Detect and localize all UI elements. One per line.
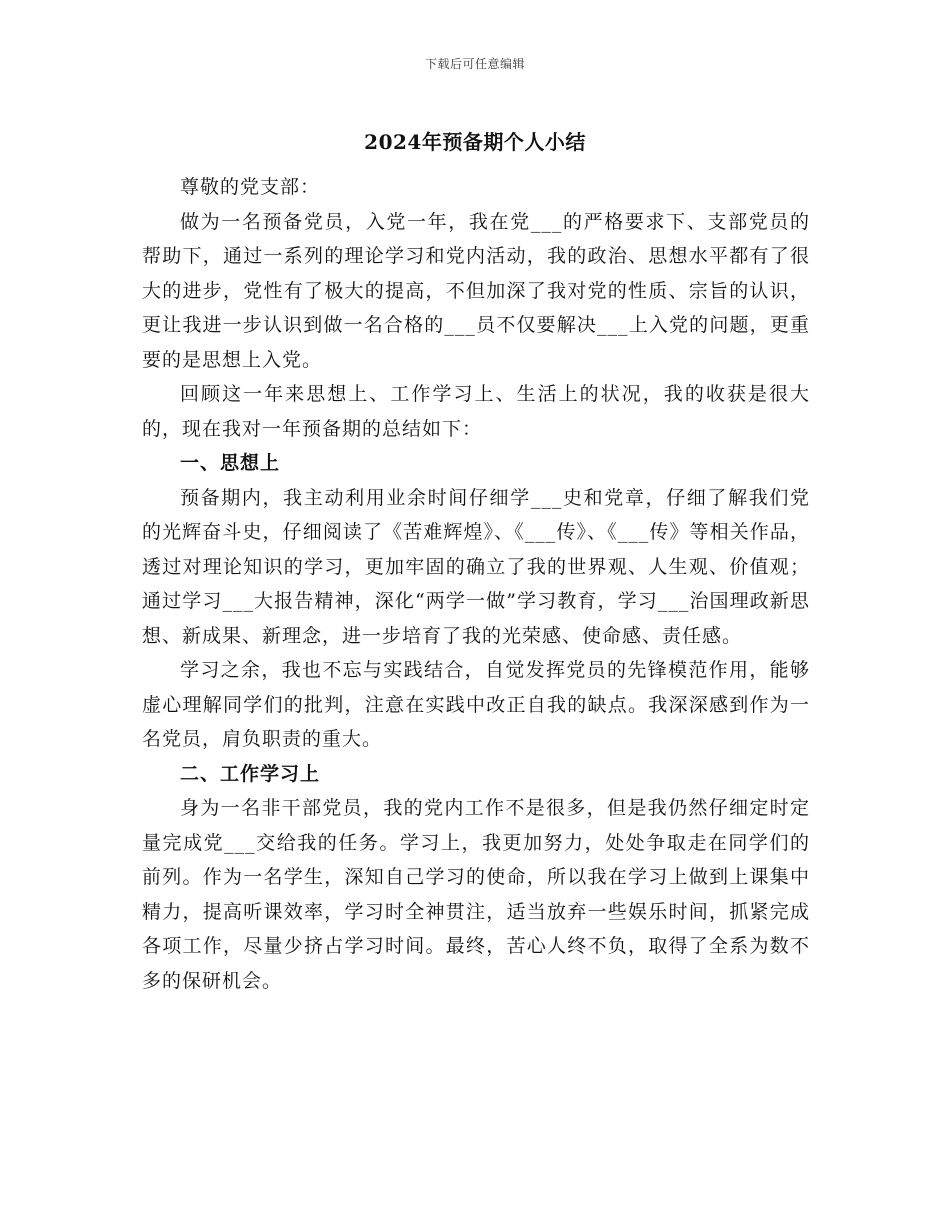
salutation: 尊敬的党支部：: [180, 176, 321, 198]
document-body: [142, 170, 810, 998]
header-note: 下载后可任意编辑: [424, 57, 525, 71]
section-heading-work-study: 二、工作学习上: [180, 762, 321, 785]
section-paragraph: 学习之余，我也不忘与实践结合，自觉发挥党员的先锋模范作用，能够虚心理解同学们的批判，注意在实践中改正自我的缺点。我深深感到作为一名党员，肩负职责的重大。: [142, 659, 810, 750]
intro-paragraph: 做为一名预备党员，入党一年，我在党___的严格要求下、支部党员的帮助下，通过一系列的理论学习和党内活动，我的政治、思想水平都有了很大的进步，党性有了极大的提高，不但加深了我对党的性质、宗旨的认识，更让我进一步认识到做一名合格的___员不仅要解决___上入党的问题，更重要的是思想上入党。: [142, 210, 810, 371]
section-heading-thought: 一、思想上: [180, 452, 281, 474]
section-paragraph: 身为一名非干部党员，我的党内工作不是很多，但是我仍然仔细定时定量完成党___交给我的任务。学习上，我更加努力，处处争取走在同学们的前列。作为一名学生，深知自己学习的使命，所以我在学习上做到上课集中精力，提高听课效率，学习时全神贯注，适当放弃一些娱乐时间，抓紧完成各项工作，尽量少挤占学习时间。最终，苦心人终不负，取得了全系为数不多的保研机会。: [142, 797, 810, 992]
intro-paragraph: 回顾这一年来思想上、工作学习上、生活上的状况，我的收获是很大的，现在我对一年预备期的总结如下：: [142, 383, 810, 440]
section-paragraph: 预备期内，我主动利用业余时间仔细学___史和党章，仔细了解我们党的光辉奋斗史，仔细阅读了《苦难辉煌》、《___传》、《___传》等相关作品，透过对理论知识的学习，更加牢固的确立了我的世界观、人生观、价值观；通过学习___大报告精神，深化“两学一做”学习教育，学习___治国理政新思想、新成果、新理念，进一步培育了我的光荣感、使命感、责任感。: [142, 486, 810, 647]
document-title: 2024年预备期个人小结: [364, 130, 586, 154]
